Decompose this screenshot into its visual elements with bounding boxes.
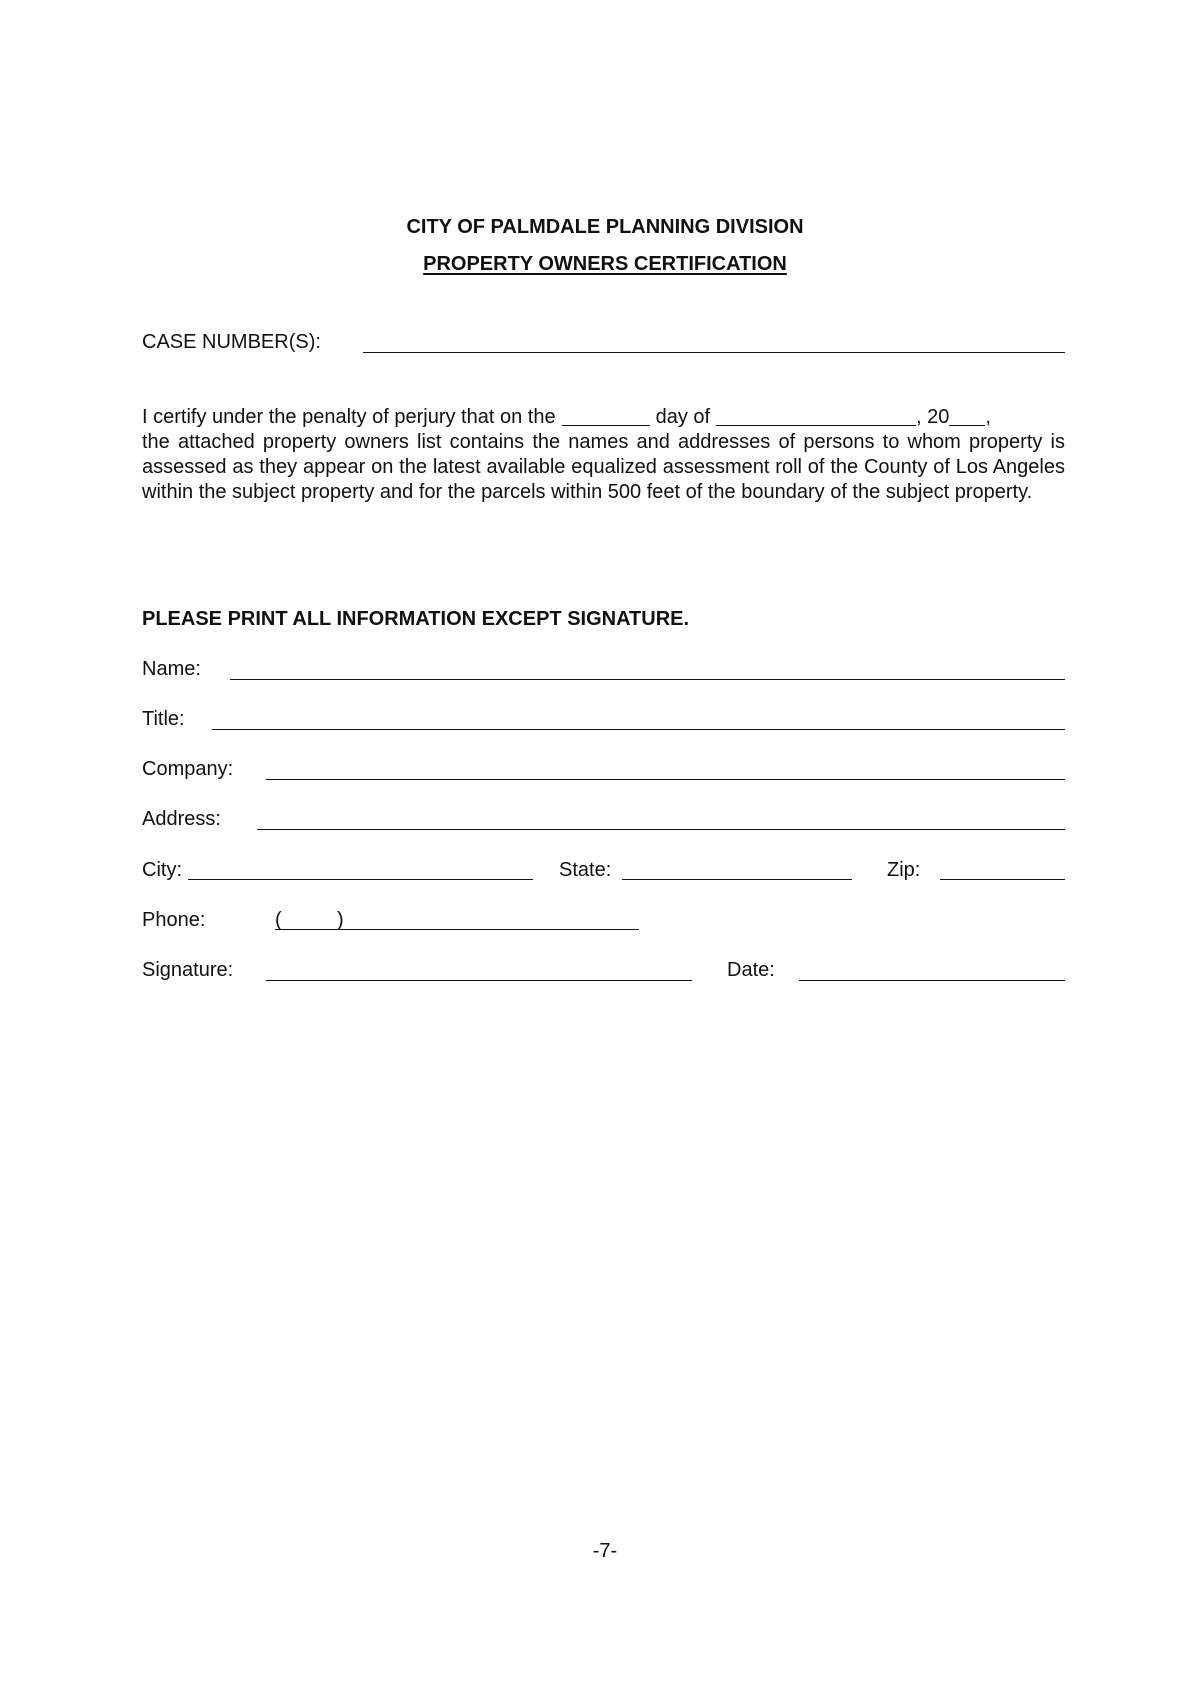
state-field[interactable] bbox=[622, 879, 852, 880]
zip-field[interactable] bbox=[940, 879, 1065, 880]
certification-year-field[interactable] bbox=[949, 405, 985, 426]
form-title: PROPERTY OWNERS CERTIFICATION bbox=[423, 253, 787, 275]
name-label: Name: bbox=[142, 658, 201, 680]
state-label: State: bbox=[559, 859, 612, 881]
certification-first-line bbox=[142, 405, 1065, 430]
certification-text-1: I certify under the penalty of perjury that on the bbox=[142, 406, 556, 428]
page-number: -7- bbox=[592, 1540, 618, 1562]
title-label: Title: bbox=[142, 708, 185, 730]
city-label: City: bbox=[142, 859, 182, 881]
certification-paragraph bbox=[142, 405, 1065, 505]
case-number-label: CASE NUMBER(S): bbox=[142, 331, 321, 353]
certification-text-4: , bbox=[985, 406, 991, 428]
company-label: Company: bbox=[142, 758, 234, 780]
address-label: Address: bbox=[142, 808, 221, 830]
company-field[interactable] bbox=[266, 779, 1065, 780]
print-instruction: PLEASE PRINT ALL INFORMATION EXCEPT SIGNATURE. bbox=[142, 608, 690, 630]
phone-label: Phone: bbox=[142, 909, 206, 931]
certification-text-rest: the attached property owners list contains the names and addresses of persons to whom property is assessed as they appear on the latest available equalized assessment roll of the County of Los Angeles within the subject property and for the parcels within 500 feet of the boundary of the subject property. bbox=[142, 431, 1065, 503]
phone-field[interactable] bbox=[275, 929, 639, 930]
certification-month-field[interactable] bbox=[716, 405, 916, 426]
phone-area-close-paren: ) bbox=[337, 909, 344, 931]
phone-area-open-paren: ( bbox=[275, 909, 282, 931]
city-field[interactable] bbox=[188, 879, 533, 880]
name-field[interactable] bbox=[230, 679, 1065, 680]
certification-text-2: day of bbox=[655, 406, 711, 428]
address-field[interactable] bbox=[257, 829, 1065, 830]
certification-text-3: , 20 bbox=[916, 406, 950, 428]
signature-field[interactable] bbox=[266, 980, 692, 981]
title-field[interactable] bbox=[212, 729, 1065, 730]
case-number-field[interactable] bbox=[363, 352, 1065, 353]
date-label: Date: bbox=[727, 959, 775, 981]
certification-day-field[interactable] bbox=[562, 405, 650, 426]
agency-heading: CITY OF PALMDALE PLANNING DIVISION bbox=[406, 216, 804, 238]
signature-label: Signature: bbox=[142, 959, 234, 981]
date-field[interactable] bbox=[799, 980, 1065, 981]
zip-label: Zip: bbox=[887, 859, 921, 881]
